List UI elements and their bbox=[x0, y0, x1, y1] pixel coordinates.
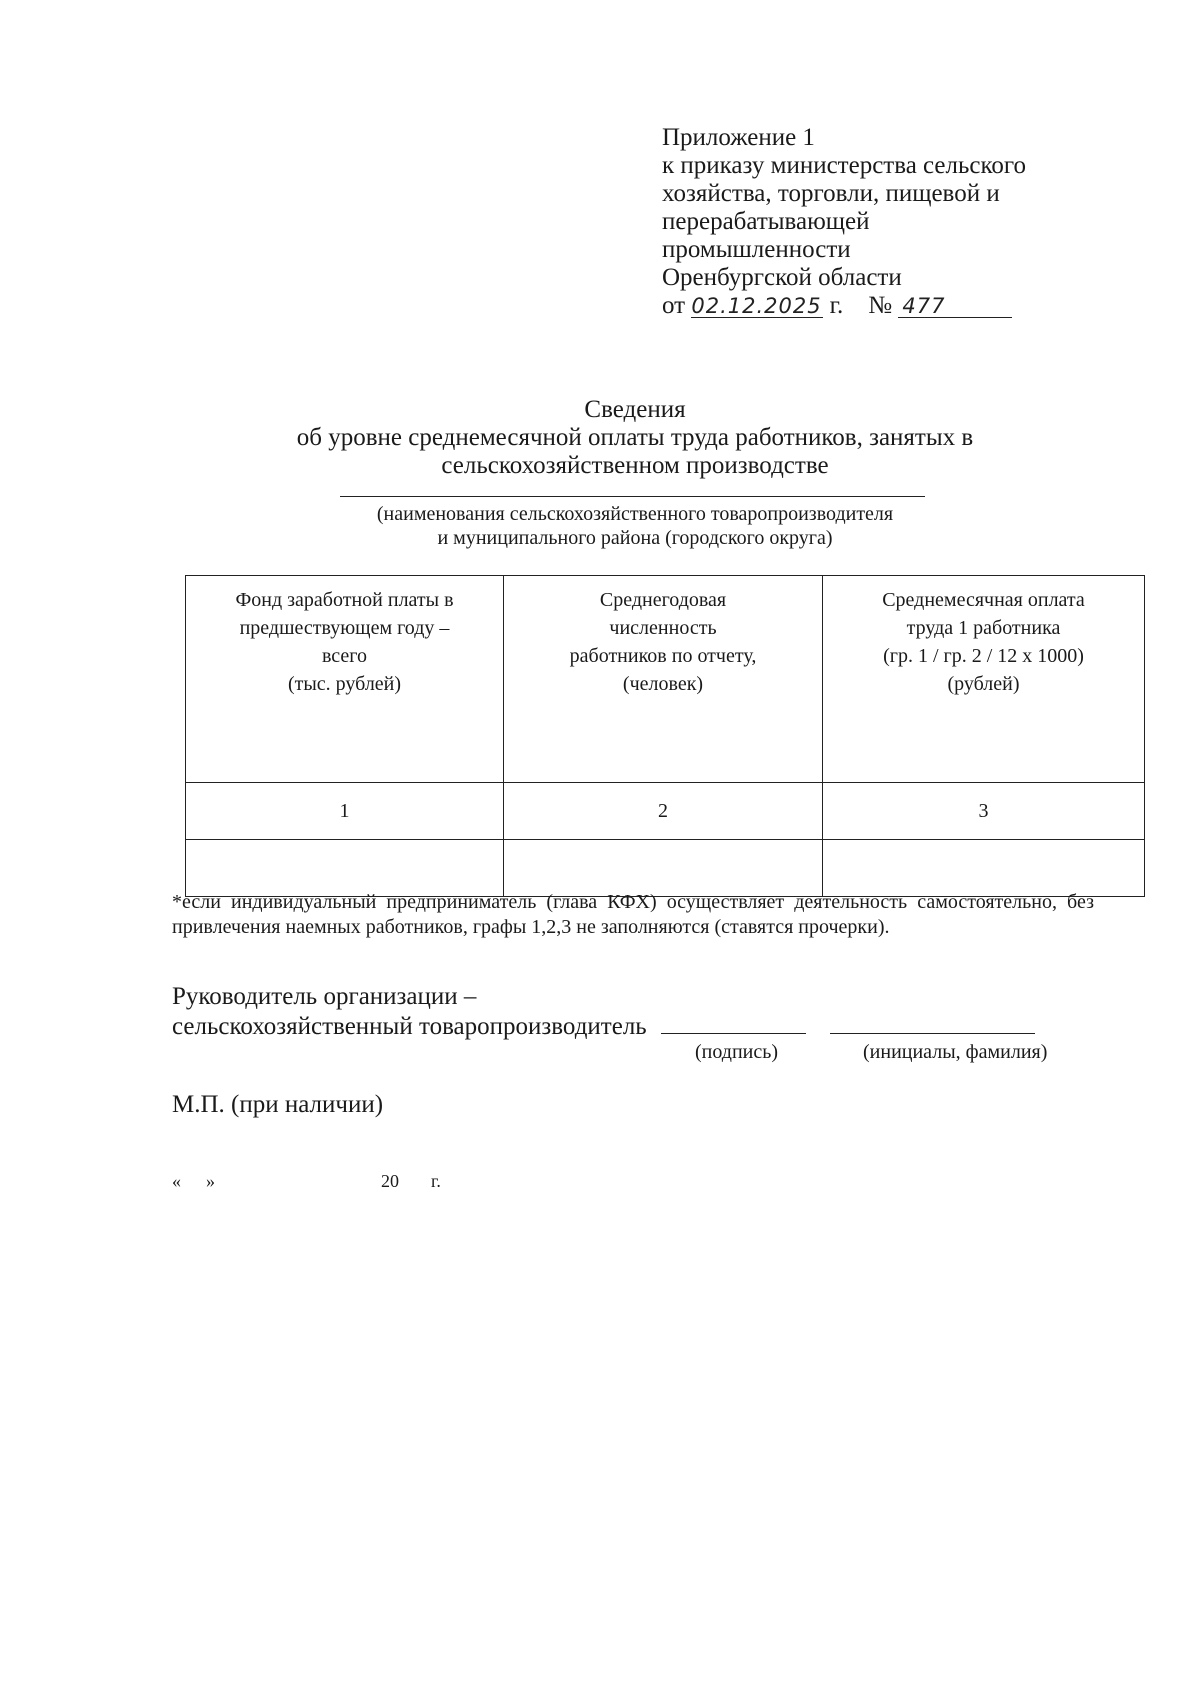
producer-name-caption bbox=[150, 502, 1120, 550]
title-line-1: Сведения bbox=[584, 396, 686, 423]
title-line-2: об уровне среднемесячной оплаты труда работников, занятых в bbox=[296, 424, 974, 451]
header-text: Среднегодовая bbox=[599, 589, 727, 611]
appendix-date-number-line bbox=[662, 292, 1122, 320]
appendix-ministry-line: хозяйства, торговли, пищевой и bbox=[662, 180, 1000, 207]
header-text: (человек) bbox=[622, 673, 704, 695]
caption-line-1: (наименования сельскохозяйственного товаропроизводителя bbox=[376, 503, 894, 525]
producer-name-line bbox=[340, 496, 925, 497]
signer-title-line-1: Руководитель организации – bbox=[172, 983, 477, 1010]
header-text: работников по отчету, bbox=[569, 645, 757, 667]
header-cell-wage-fund bbox=[186, 576, 504, 783]
year-prefix: 20 bbox=[381, 1171, 399, 1191]
signer-title-row bbox=[172, 1012, 1112, 1042]
column-number-3: 3 bbox=[823, 783, 1145, 840]
footnote: *если индивидуальный предприниматель (глава КФХ) осуществляет деятельность самостоятельно, без привлечения наемных работников, графы 1,2,3 не заполняются (ставятся прочерки). bbox=[172, 891, 1094, 938]
header-cell-monthly-wage bbox=[823, 576, 1145, 783]
header-text: Фонд заработной платы в bbox=[235, 589, 454, 611]
document-title bbox=[150, 396, 1120, 480]
column-number-1: 1 bbox=[186, 783, 504, 840]
header-text: всего bbox=[321, 645, 368, 667]
date-prefix: от bbox=[662, 292, 686, 319]
header-text: численность bbox=[609, 617, 717, 639]
initials-surname-line bbox=[830, 1033, 1035, 1034]
table-row bbox=[186, 783, 1145, 840]
table-header-row bbox=[186, 576, 1145, 783]
date-open-quote: « bbox=[172, 1171, 181, 1191]
date-close-quote: » bbox=[206, 1171, 215, 1191]
stamp-place: М.П. (при наличии) bbox=[172, 1091, 384, 1118]
signature-captions bbox=[695, 1040, 1115, 1064]
date-suffix: г. bbox=[829, 292, 844, 319]
signature-caption: (подпись) bbox=[695, 1041, 779, 1063]
header-text: (рублей) bbox=[947, 673, 1020, 695]
number-prefix: № bbox=[868, 292, 893, 319]
table-row bbox=[186, 840, 1145, 897]
order-date-field bbox=[691, 295, 823, 318]
header-text: предшествующем году – bbox=[239, 617, 450, 639]
empty-data-cell-3 bbox=[823, 840, 1145, 897]
appendix-industry-line: промышленности bbox=[662, 236, 851, 263]
title-line-3: сельскохозяйственном производстве bbox=[441, 452, 829, 479]
appendix-processing-line: перерабатывающей bbox=[662, 208, 870, 235]
header-text: Среднемесячная оплата bbox=[882, 589, 1085, 611]
empty-data-cell-2 bbox=[504, 840, 823, 897]
signer-title-line-2: сельскохозяйственный товаропроизводитель bbox=[172, 1013, 647, 1040]
order-number-handwritten: 477 bbox=[902, 294, 946, 318]
appendix-title: Приложение 1 bbox=[662, 124, 815, 151]
wage-data-table bbox=[185, 575, 1145, 897]
header-text: (гр. 1 / гр. 2 / 12 х 1000) bbox=[883, 645, 1084, 667]
initials-caption: (инициалы, фамилия) bbox=[863, 1041, 1048, 1063]
order-number-field bbox=[898, 295, 1012, 318]
empty-data-cell-1 bbox=[186, 840, 504, 897]
signature-block bbox=[172, 982, 1112, 1042]
header-text: труда 1 работника bbox=[906, 617, 1061, 639]
appendix-header bbox=[662, 124, 1122, 320]
order-date-handwritten: 02.12.2025 bbox=[691, 294, 822, 318]
signature-line bbox=[661, 1033, 806, 1034]
caption-line-2: и муниципального района (городского округа) bbox=[437, 527, 833, 549]
appendix-order-line: к приказу министерства сельского bbox=[662, 152, 1027, 179]
header-cell-average-headcount bbox=[504, 576, 823, 783]
appendix-region-line: Оренбургской области bbox=[662, 264, 902, 291]
year-suffix: г. bbox=[431, 1171, 441, 1191]
column-number-2: 2 bbox=[504, 783, 823, 840]
header-text: (тыс. рублей) bbox=[287, 673, 402, 695]
signing-date-line bbox=[172, 1170, 441, 1192]
